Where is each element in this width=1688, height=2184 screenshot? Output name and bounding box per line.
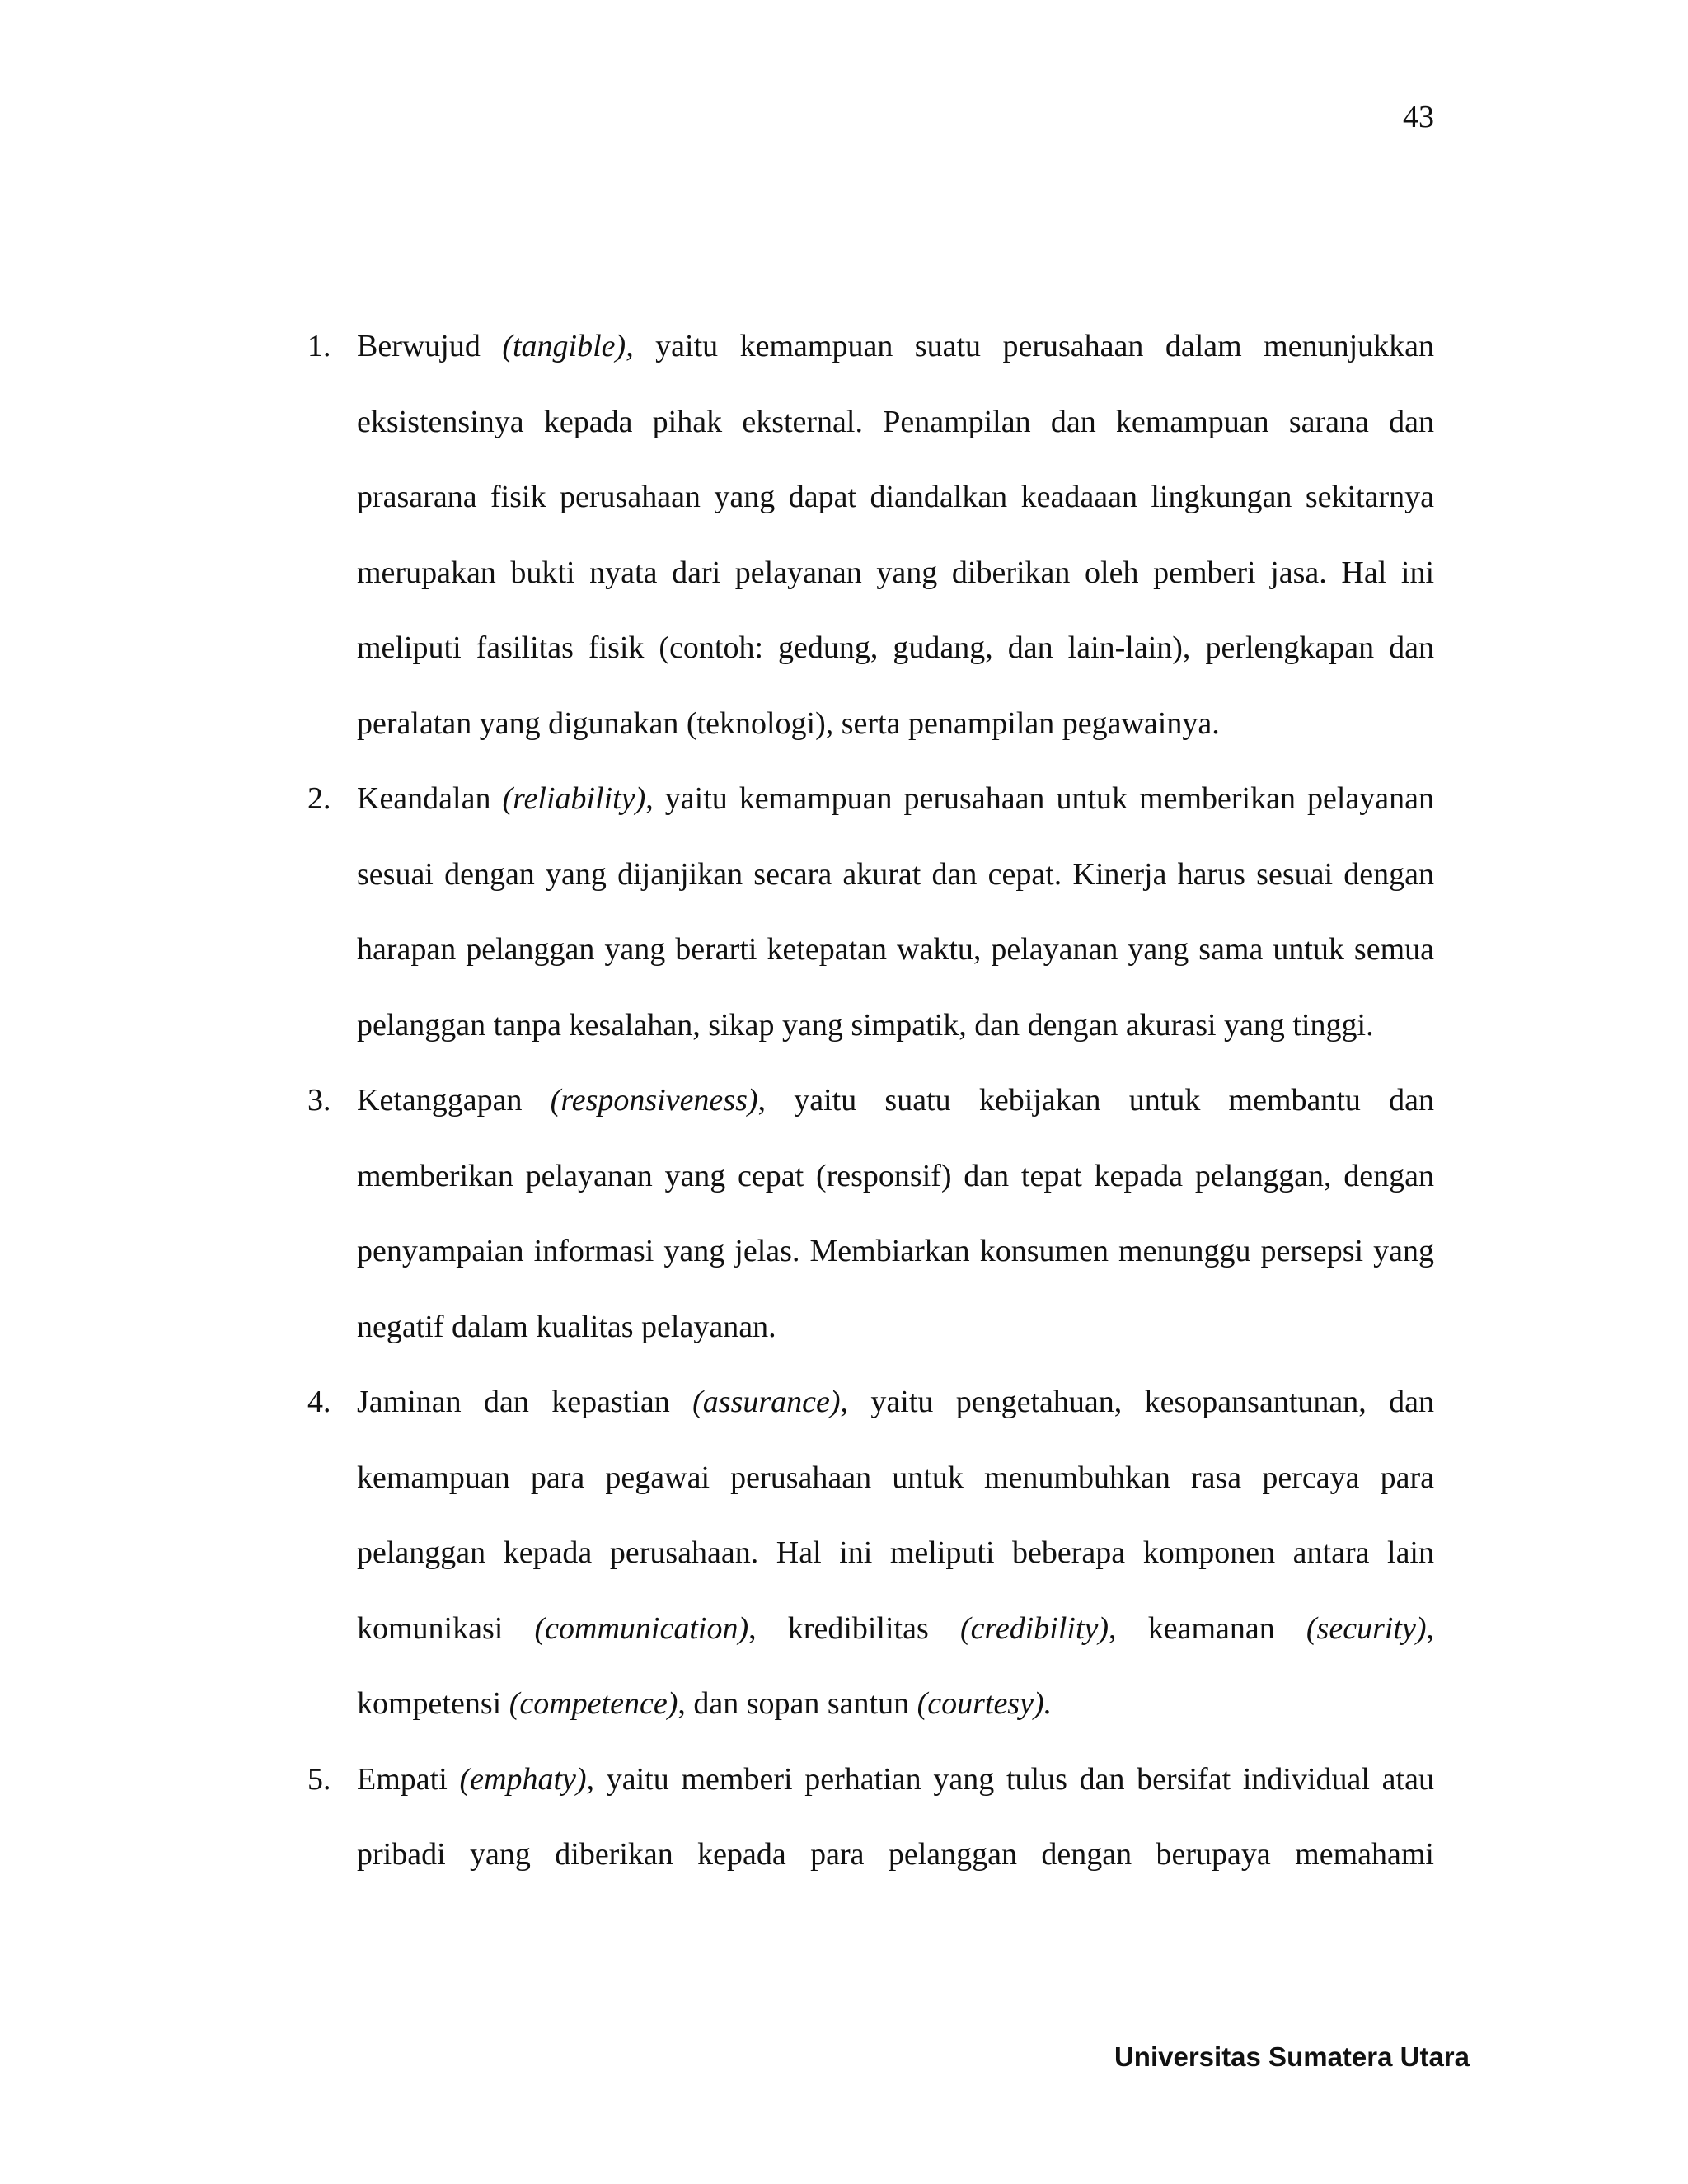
list-item-number: 4.	[307, 1385, 331, 1419]
list-item-text	[357, 309, 1434, 762]
footer-university-name: Universitas Sumatera Utara	[1114, 2041, 1470, 2072]
list-item	[307, 1742, 1434, 1893]
text-run: Berwujud	[357, 329, 503, 363]
list-item-text	[357, 1063, 1434, 1365]
text-run: , kredibilitas	[748, 1610, 960, 1646]
text-run: Jaminan dan kepastian	[357, 1385, 693, 1419]
italic-term: (security)	[1306, 1610, 1427, 1646]
list-item-text	[357, 1365, 1434, 1742]
italic-term: (assurance),	[692, 1385, 849, 1419]
text-run: yaitu pengetahuan, kesopansantunan, dan kemampuan para pegawai perusahaan untuk menumbuhkan rasa percaya para pelanggan kepada perusahaan. Hal ini meliputi beberapa komponen antara lain komunikasi	[357, 1385, 1434, 1646]
list-item-text	[357, 762, 1434, 1063]
list-item-text	[357, 1742, 1434, 1893]
italic-term: (courtesy).	[917, 1686, 1053, 1721]
text-run: , yaitu suatu kebijakan untuk membantu dan memberikan pelayanan yang cepat (responsif) dan tepat kepada pelanggan, dengan penyampaian informasi yang jelas. Membiarkan konsumen menunggu persepsi yang negatif dalam kualitas pelayanan.	[357, 1083, 1434, 1344]
italic-term: (tangible),	[502, 329, 634, 363]
page-number: 43	[1403, 100, 1434, 134]
list-item-number: 1.	[307, 329, 331, 363]
list-item	[307, 762, 1434, 1063]
body-text	[307, 309, 1434, 1893]
text-run: , yaitu kemampuan perusahaan untuk memberikan pelayanan sesuai dengan yang dijanjikan secara akurat dan cepat. Kinerja harus sesuai dengan harapan pelanggan yang berarti ketepatan waktu, pelayanan yang sama untuk semua pelanggan tanpa kesalahan, sikap yang simpatik, dan dengan akurasi yang tinggi.	[357, 781, 1435, 1043]
italic-term: (emphaty),	[459, 1761, 595, 1797]
list-item	[307, 309, 1434, 762]
list-item	[307, 1365, 1434, 1742]
list-item-number: 3.	[307, 1083, 331, 1118]
list-item	[307, 1063, 1434, 1365]
text-run: , kompetensi	[357, 1610, 1435, 1721]
text-run: Empati	[357, 1761, 460, 1797]
italic-term: (credibility)	[959, 1610, 1109, 1646]
text-run: Keandalan	[357, 781, 503, 816]
italic-term: (competence)	[509, 1686, 678, 1721]
text-run: , keamanan	[1109, 1610, 1306, 1646]
list-item-number: 5.	[307, 1761, 331, 1797]
text-run: yaitu memberi perhatian yang tulus dan bersifat individual atau pribadi yang diberikan kepada para pelanggan dengan berupaya memahami	[357, 1761, 1434, 1872]
italic-term: (reliability)	[502, 781, 646, 816]
list-item-number: 2.	[307, 781, 331, 816]
text-run: , dan sopan santun	[678, 1686, 917, 1721]
text-run: Ketanggapan	[357, 1083, 551, 1118]
italic-term: (communication)	[534, 1610, 749, 1646]
italic-term: (responsiveness)	[550, 1083, 758, 1118]
text-run: yaitu kemampuan suatu perusahaan dalam menunjukkan eksistensinya kepada pihak eksternal. Penampilan dan kemampuan sarana dan prasarana fisik perusahaan yang dapat diandalkan keadaaan lingkungan sekitarnya merupakan bukti nyata dari pelayanan yang diberikan oleh pemberi jasa. Hal ini meliputi fasilitas fisik (contoh: gedung, gudang, dan lain-lain), perlengkapan dan peralatan yang digunakan (teknologi), serta penampilan pegawainya.	[357, 329, 1434, 741]
